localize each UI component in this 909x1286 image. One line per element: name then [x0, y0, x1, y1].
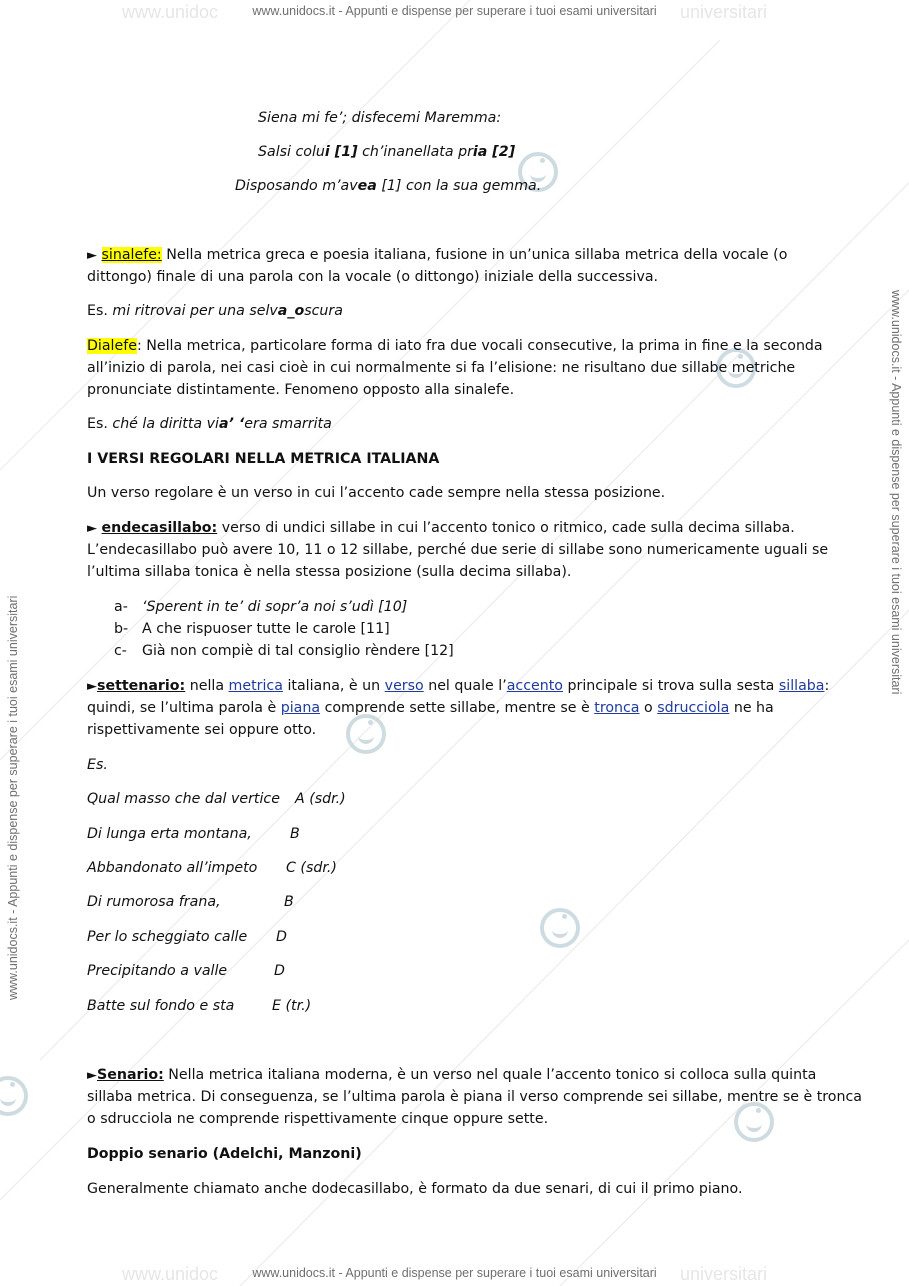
- watermark-ghost-left-bottom: www.unidoc: [122, 1264, 219, 1284]
- unidocs-logo-icon: [346, 714, 386, 754]
- doppio-senario-heading: Doppio senario (Adelchi, Manzoni): [87, 1146, 362, 1162]
- settenario-definition-end: rispettivamente sei oppure otto.: [87, 722, 317, 738]
- settenario-term: settenario:: [97, 678, 186, 694]
- verse-rhyme: B: [284, 894, 294, 910]
- senario-term: Senario:: [97, 1067, 164, 1083]
- link-tronca[interactable]: tronca: [594, 700, 640, 716]
- watermark-ghost-left: www.unidoc: [122, 2, 219, 22]
- verse-rhyme: C (sdr.): [286, 860, 337, 876]
- sinalefe-example: Es. mi ritrovai per una selva_oscura: [87, 303, 343, 319]
- watermark-footer: www.unidocs.it - Appunti e dispense per superare i tuoi esami universitari: [252, 1266, 657, 1280]
- verse-line: Precipitando a valle: [87, 963, 228, 979]
- doppio-senario-text: Generalmente chiamato anche dodecasillabo, è formato da due senari, di cui il primo piano.: [87, 1181, 743, 1197]
- poem-line-3: Disposando m’avea [1] con la sua gemma.: [235, 178, 542, 194]
- link-metrica[interactable]: metrica: [228, 678, 283, 694]
- senario-definition: ►Senario: Nella metrica italiana moderna, è un verso nel quale l’accento tonico si colloca sulla quinta: [87, 1067, 817, 1083]
- section-heading: I VERSI REGOLARI NELLA METRICA ITALIANA: [87, 451, 440, 467]
- verse-rhyme: D: [274, 963, 285, 979]
- arrow-icon: ►: [87, 1068, 97, 1083]
- verse-rhyme: B: [290, 826, 300, 842]
- sinalefe-definition-cont: dittongo) finale di una parola con la vocale (o dittongo) iniziale della successiva.: [87, 269, 659, 285]
- endecasillabo-definition-end: l’ultima sillaba tonica è nella stessa posizione (sulla decima sillaba).: [87, 564, 572, 580]
- senario-definition-end: o sdrucciola ne comprende rispettivamente cinque oppure sette.: [87, 1111, 549, 1127]
- verse-line: Batte sul fondo e sta: [87, 998, 235, 1014]
- watermark-side-left: www.unidocs.it - Appunti e dispense per superare i tuoi esami universitari: [6, 595, 20, 1000]
- verse-line: Abbandonato all’impeto: [87, 860, 258, 876]
- dialefe-definition-cont: all’inizio di parola, nei casi cioè in cui normalmente si fa l’elisione: ne risultano due sillabe metriche: [87, 360, 796, 376]
- watermark-ghost-right: universitari: [680, 2, 768, 22]
- list-item-marker: b-: [114, 621, 129, 637]
- verse-rhyme: D: [276, 929, 287, 945]
- link-sillaba[interactable]: sillaba: [778, 678, 825, 694]
- settenario-definition: ►settenario: nella metrica italiana, è un verso nel quale l’accento principale si trova sulla sesta sillaba:: [87, 678, 830, 694]
- arrow-icon: ►: [87, 679, 97, 694]
- versi-intro: Un verso regolare è un verso in cui l’accento cade sempre nella stessa posizione.: [87, 485, 666, 501]
- verse-rhyme: E (tr.): [272, 998, 312, 1014]
- poem-line-1: Siena mi fe’; disfecemi Maremma:: [258, 110, 502, 126]
- sinalefe-term: sinalefe:: [101, 247, 162, 263]
- endecasillabo-definition: ► endecasillabo: verso di undici sillabe in cui l’accento tonico o ritmico, cade sulla decima sillaba.: [87, 520, 795, 536]
- watermark-ghost-right-bottom: universitari: [680, 1264, 768, 1284]
- unidocs-logo-icon: [540, 908, 580, 948]
- poem-line-2: Salsi colui [1] ch’inanellata pria [2]: [258, 144, 516, 160]
- arrow-icon: ►: [87, 521, 97, 536]
- link-sdrucciola[interactable]: sdrucciola: [657, 700, 730, 716]
- verse-line: Di rumorosa frana,: [87, 894, 221, 910]
- dialefe-term: Dialefe: [87, 338, 137, 354]
- endecasillabo-definition-cont: L’endecasillabo può avere 10, 11 o 12 sillabe, perché due serie di sillabe sono numericamente uguali se: [87, 542, 829, 558]
- verse-line: Qual masso che dal vertice: [87, 791, 280, 807]
- example-label: Es.: [87, 757, 108, 773]
- watermark-side-right: www.unidocs.it - Appunti e dispense per superare i tuoi esami universitari: [889, 290, 903, 695]
- watermark-header: www.unidocs.it - Appunti e dispense per superare i tuoi esami universitari: [252, 4, 657, 18]
- verse-line: Di lunga erta montana,: [87, 826, 252, 842]
- endecasillabo-term: endecasillabo:: [101, 520, 218, 536]
- link-piana[interactable]: piana: [280, 700, 321, 716]
- link-accento[interactable]: accento: [506, 678, 563, 694]
- verse-rhyme: A (sdr.): [295, 791, 346, 807]
- unidocs-logo-icon: [734, 1102, 774, 1142]
- list-item-marker: c-: [114, 643, 127, 659]
- link-verso[interactable]: verso: [384, 678, 424, 694]
- list-item: A che rispuoser tutte le carole [11]: [142, 621, 390, 637]
- settenario-definition-cont: quindi, se l’ultima parola è piana comprende sette sillabe, mentre se è tronca o sdrucciola ne ha: [87, 700, 774, 716]
- list-item: ‘Sperent in te’ di sopr’a noi s’udì [10]: [142, 599, 408, 615]
- sinalefe-definition: ► sinalefe: Nella metrica greca e poesia italiana, fusione in un’unica sillaba metrica della vocale (o: [87, 247, 788, 263]
- list-item-marker: a-: [114, 599, 128, 615]
- list-item: Già non compiè di tal consiglio rèndere [12]: [142, 643, 454, 659]
- dialefe-definition-end: pronunciate distintamente. Fenomeno opposto alla sinalefe.: [87, 382, 515, 398]
- verse-line: Per lo scheggiato calle: [87, 929, 248, 945]
- dialefe-definition: Dialefe: Nella metrica, particolare forma di iato fra due vocali consecutive, la prima in fine e la seconda: [87, 338, 823, 354]
- dialefe-example: Es. ché la diritta via’ ‘era smarrita: [87, 416, 332, 432]
- senario-definition-cont: sillaba metrica. Di conseguenza, se l’ultima parola è piana il verso comprende sei sillabe, mentre se è tronca: [87, 1089, 862, 1105]
- arrow-icon: ►: [87, 248, 97, 263]
